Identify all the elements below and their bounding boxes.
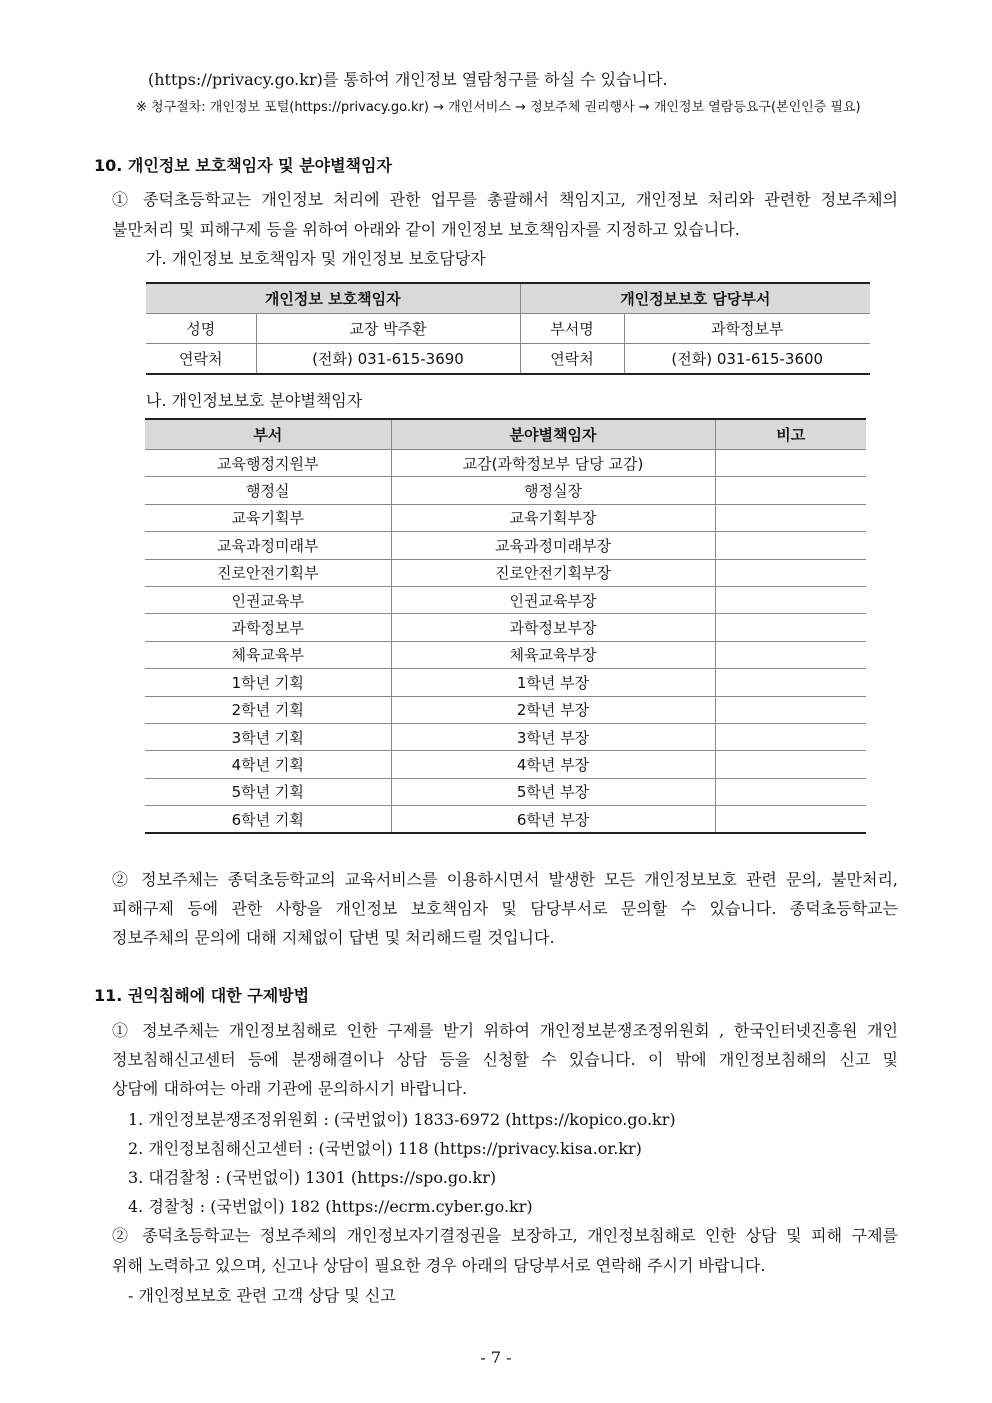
header-privacy-dept: 개인정보보호 담당부서 <box>520 283 870 314</box>
cell-remarks <box>715 532 866 559</box>
section-10-para2-line2: 피해구제 등에 관한 사항을 개인정보 보호책임자 및 담당부서로 문의할 수 있습니다. 종덕초등학교는 <box>112 899 898 918</box>
privacy-officer-table <box>146 282 870 375</box>
cell-label: 부서명 <box>520 314 624 344</box>
section-11-para1-line2: 정보침해신고센터 등에 분쟁해결이나 상담 등을 신청할 수 있습니다. 이 밖에 개인정보침해의 신고 및 <box>112 1050 898 1069</box>
cell-field-officer: 6학년 부장 <box>391 806 715 834</box>
table-row <box>145 450 866 477</box>
header-field-officer: 분야별책임자 <box>391 419 715 450</box>
cell-department: 3학년 기획 <box>145 723 391 750</box>
cell-field-officer: 교감(과학정보부 담당 교감) <box>391 450 715 477</box>
cell-remarks <box>715 586 866 613</box>
cell-department: 2학년 기획 <box>145 696 391 723</box>
table-row <box>145 477 866 504</box>
page-number: - 7 - <box>480 1348 512 1367</box>
cell-field-officer: 체육교육부장 <box>391 641 715 668</box>
cell-department: 교육행정지원부 <box>145 450 391 477</box>
cell-remarks <box>715 778 866 805</box>
cell-remarks <box>715 477 866 504</box>
header-department: 부서 <box>145 419 391 450</box>
claim-procedure-note: ※ 청구절차: 개인정보 포털(https://privacy.go.kr) → 개인서비스 → 정보주체 권리행사 → 개인정보 열람등요구(본인인증 필요) <box>136 100 861 115</box>
table-row <box>145 586 866 613</box>
cell-department: 진로안전기획부 <box>145 559 391 586</box>
table-row <box>145 723 866 750</box>
cell-department: 5학년 기획 <box>145 778 391 805</box>
cell-field-officer: 5학년 부장 <box>391 778 715 805</box>
section-10-title: 10. 개인정보 보호책임자 및 분야별책임자 <box>94 156 392 175</box>
section-10-para1-line1: ① 종덕초등학교는 개인정보 처리에 관한 업무를 총괄해서 책임지고, 개인정보 처리와 관련한 정보주체의 <box>112 190 898 209</box>
section-10-para1-line2: 불만처리 및 피해구제 등을 위하여 아래와 같이 개인정보 보호책임자를 지정하고 있습니다. <box>112 220 740 239</box>
cell-field-officer: 교육과정미래부장 <box>391 532 715 559</box>
table-row <box>145 751 866 778</box>
cell-field-officer: 2학년 부장 <box>391 696 715 723</box>
table-row <box>145 806 866 834</box>
agency-item: 2. 개인정보침해신고센터 : (국번없이) 118 (https://privacy.kisa.or.kr) <box>128 1139 642 1158</box>
cell-value: (전화) 031-615-3690 <box>256 344 520 375</box>
cell-field-officer: 행정실장 <box>391 477 715 504</box>
section-11-title: 11. 권익침해에 대한 구제방법 <box>94 986 310 1005</box>
cell-label: 성명 <box>146 314 256 344</box>
agency-item: 3. 대검찰청 : (국번없이) 1301 (https://spo.go.kr) <box>128 1168 497 1187</box>
table-row <box>145 696 866 723</box>
cell-remarks <box>715 559 866 586</box>
cell-department: 행정실 <box>145 477 391 504</box>
section-11-para2-line1: ② 종덕초등학교는 정보주체의 개인정보자기결정권을 보장하고, 개인정보침해로 인한 상담 및 피해 구제를 <box>112 1226 898 1245</box>
cell-value: (전화) 031-615-3600 <box>624 344 870 375</box>
table-row <box>145 669 866 696</box>
table-header-row <box>145 419 866 450</box>
cell-field-officer: 4학년 부장 <box>391 751 715 778</box>
cell-field-officer: 과학정보부장 <box>391 614 715 641</box>
cell-department: 과학정보부 <box>145 614 391 641</box>
table-row <box>146 314 870 344</box>
cell-department: 교육과정미래부 <box>145 532 391 559</box>
subsection-a-title: 가. 개인정보 보호책임자 및 개인정보 보호담당자 <box>146 249 486 268</box>
table-row <box>145 778 866 805</box>
header-privacy-officer: 개인정보 보호책임자 <box>146 283 520 314</box>
cell-label: 연락처 <box>146 344 256 375</box>
section-10-para2-line1: ② 정보주체는 종덕초등학교의 교육서비스를 이용하시면서 발생한 모든 개인정보보호 관련 문의, 불만처리, <box>112 870 898 889</box>
cell-department: 인권교육부 <box>145 586 391 613</box>
subsection-b-title: 나. 개인정보보호 분야별책임자 <box>146 391 363 410</box>
cell-field-officer: 인권교육부장 <box>391 586 715 613</box>
cell-remarks <box>715 696 866 723</box>
cell-field-officer: 3학년 부장 <box>391 723 715 750</box>
cell-value: 교장 박주환 <box>256 314 520 344</box>
cell-remarks <box>715 806 866 834</box>
header-remarks: 비고 <box>715 419 866 450</box>
cell-remarks <box>715 641 866 668</box>
cell-department: 4학년 기획 <box>145 751 391 778</box>
cell-label: 연락처 <box>520 344 624 375</box>
intro-line: (https://privacy.go.kr)를 통하여 개인정보 열람청구를 하실 수 있습니다. <box>148 70 668 89</box>
table-row <box>145 641 866 668</box>
table-row <box>145 559 866 586</box>
field-officer-table <box>145 418 866 834</box>
cell-remarks <box>715 504 866 531</box>
cell-field-officer: 1학년 부장 <box>391 669 715 696</box>
consultation-dash-item: - 개인정보보호 관련 고객 상담 및 신고 <box>128 1286 396 1305</box>
section-11-para2-line2: 위해 노력하고 있으며, 신고나 상담이 필요한 경우 아래의 담당부서로 연락해 주시기 바랍니다. <box>112 1256 766 1275</box>
table-row <box>145 614 866 641</box>
table-row <box>145 532 866 559</box>
cell-remarks <box>715 669 866 696</box>
agency-item: 4. 경찰청 : (국번없이) 182 (https://ecrm.cyber.go.kr) <box>128 1197 533 1216</box>
section-11-para1-line3: 상담에 대하여는 아래 기관에 문의하시기 바랍니다. <box>112 1079 468 1098</box>
cell-department: 1학년 기획 <box>145 669 391 696</box>
cell-department: 교육기획부 <box>145 504 391 531</box>
table-row <box>146 344 870 375</box>
cell-value: 과학정보부 <box>624 314 870 344</box>
cell-field-officer: 교육기획부장 <box>391 504 715 531</box>
table-header-row <box>146 283 870 314</box>
section-11-para1-line1: ① 정보주체는 개인정보침해로 인한 구제를 받기 위하여 개인정보분쟁조정위원회 , 한국인터넷진흥원 개인 <box>112 1021 898 1040</box>
cell-department: 체육교육부 <box>145 641 391 668</box>
cell-field-officer: 진로안전기획부장 <box>391 559 715 586</box>
cell-remarks <box>715 450 866 477</box>
cell-remarks <box>715 723 866 750</box>
table-row <box>145 504 866 531</box>
cell-remarks <box>715 614 866 641</box>
cell-department: 6학년 기획 <box>145 806 391 834</box>
agency-item: 1. 개인정보분쟁조정위원회 : (국번없이) 1833-6972 (https://kopico.go.kr) <box>128 1110 676 1129</box>
cell-remarks <box>715 751 866 778</box>
section-10-para2-line3: 정보주체의 문의에 대해 지체없이 답변 및 처리해드릴 것입니다. <box>112 928 555 947</box>
